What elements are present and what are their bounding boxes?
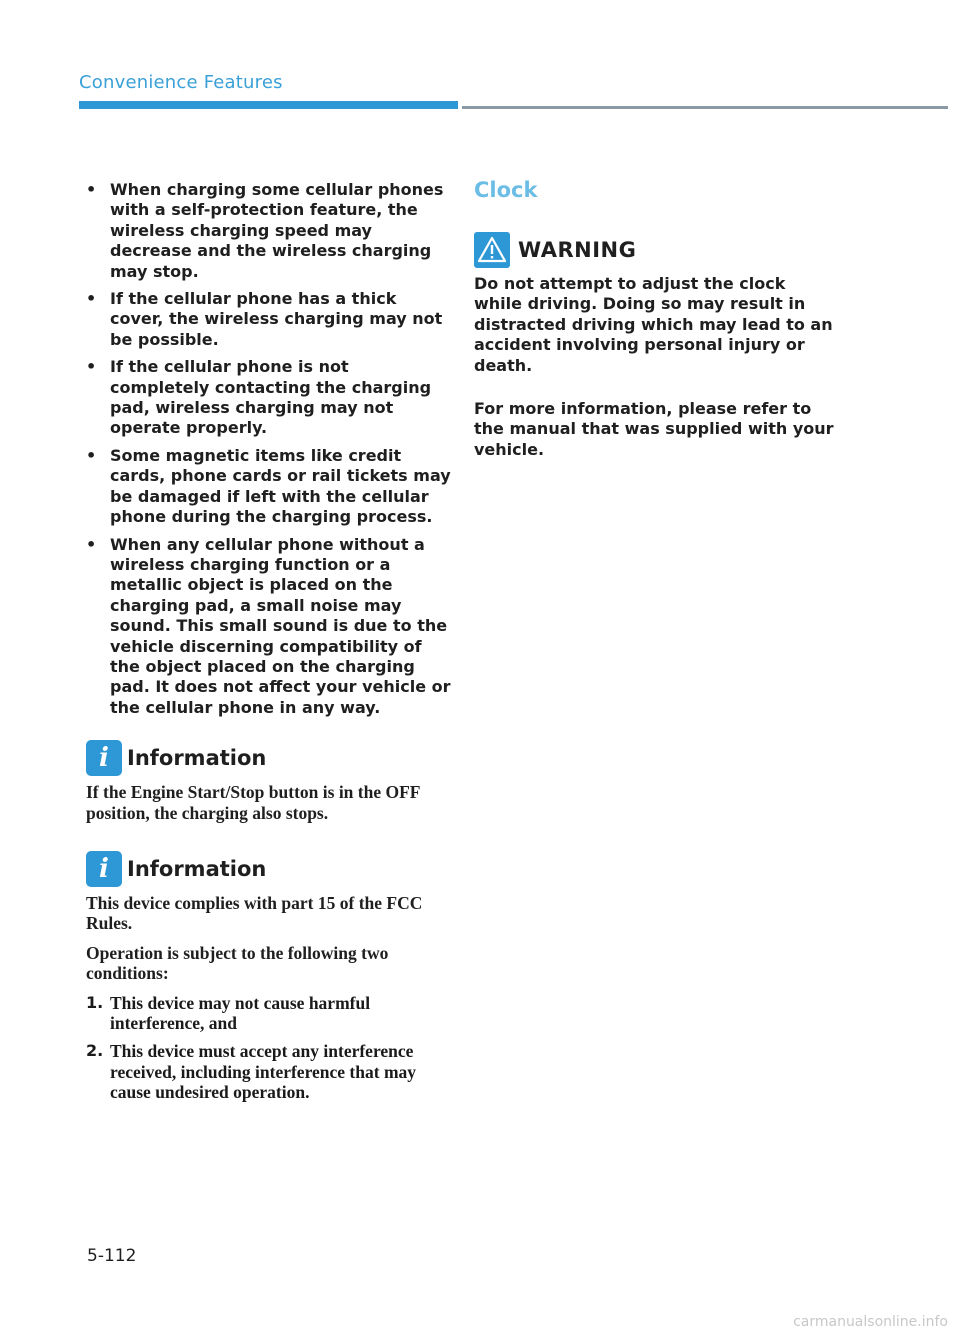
header-rule-accent [79, 101, 458, 109]
list-item: • If the cellular phone has a thick cover, the wireless charging may not be possible. [86, 289, 443, 349]
list-item: • When charging some cellular phones with a self-protection feature, the wireless charging speed may decrease and the wireless charging may stop. [86, 180, 444, 281]
warning-text: Do not attempt to adjust the clock while driving. Doing so may result in distracted driving which may lead to an accident involving personal injury or death. [474, 274, 833, 375]
more-info-text: For more information, please refer to the manual that was supplied with your vehicle. [474, 399, 834, 459]
page-number: 5-112 [87, 1246, 137, 1266]
list-item: • When any cellular phone without a wireless charging function or a metallic object is placed on the charging pad, a small noise may sound. This small sound is due to the vehicle discerning compatibility of the object placed on the charging pad. It does not affect your vehicle or the cellular phone in any way. [86, 534, 451, 717]
information-paragraph: This device complies with part 15 of the FCC Rules. [86, 892, 423, 934]
list-item: • If the cellular phone is not completely contacting the charging pad, wireless charging may not operate properly. [86, 357, 432, 438]
information-box-2 [86, 851, 451, 1103]
numbered-list [86, 993, 451, 1103]
warning-triangle-icon [474, 232, 510, 268]
page-section-title: Convenience Features [79, 72, 283, 93]
list-item: 2. This device must accept any interference received, including interference that may cause undesired operation. [86, 1041, 417, 1103]
bullet-list [86, 180, 451, 718]
information-title: Information [127, 746, 267, 771]
information-header [86, 851, 451, 887]
left-column [86, 180, 451, 1111]
bullet-icon: • [86, 289, 97, 309]
list-item: • Some magnetic items like credit cards, phone cards or rail tickets may be damaged if left with the cellular phone during the charging process. [86, 445, 451, 527]
bullet-icon: • [86, 445, 97, 465]
bullet-icon: • [86, 534, 97, 554]
information-paragraph: Operation is subject to the following two conditions: [86, 942, 389, 984]
information-box-1 [86, 740, 451, 823]
list-item: 1. This device may not cause harmful interference, and [86, 992, 371, 1033]
section-heading: Clock [474, 178, 538, 202]
bullet-icon: • [86, 180, 97, 199]
header-rule-gray [462, 106, 948, 109]
watermark: carmanualsonline.info [793, 1314, 948, 1330]
information-text: If the Engine Start/Stop button is in the OFF position, the charging also stops. [86, 782, 420, 823]
warning-header [474, 232, 834, 268]
right-column [474, 178, 834, 460]
information-title: Information [127, 856, 267, 881]
information-header [86, 740, 451, 776]
bullet-icon: • [86, 357, 97, 377]
info-icon: i [86, 851, 122, 887]
warning-title: WARNING [518, 238, 637, 262]
info-icon: i [86, 740, 122, 776]
